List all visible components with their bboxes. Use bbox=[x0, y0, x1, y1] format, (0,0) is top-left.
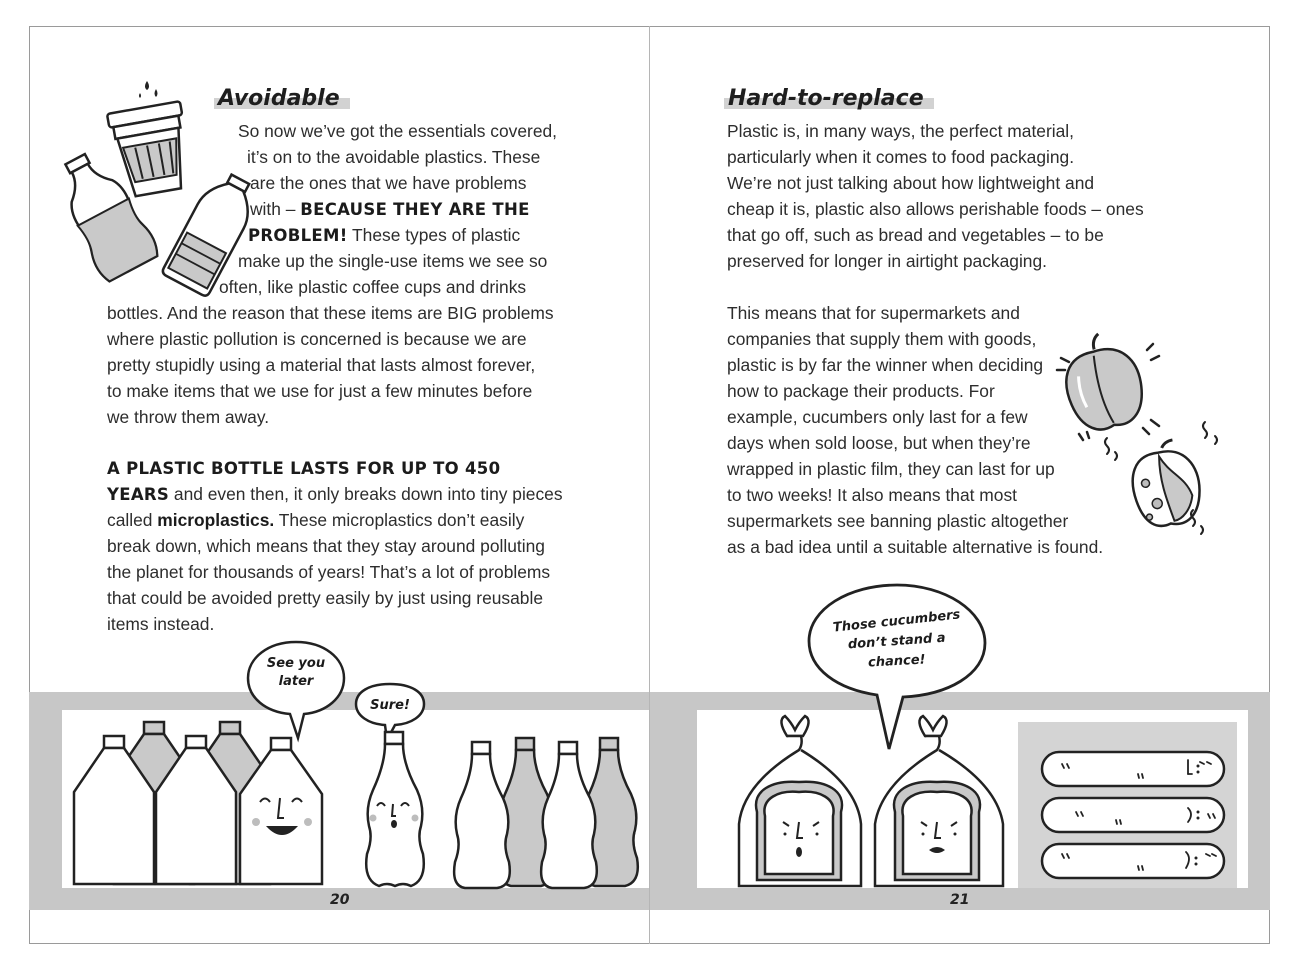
text-line: that could be avoided pretty easily by just using reusable bbox=[107, 588, 543, 608]
text-line: We’re not just talking about how lightweight and bbox=[727, 173, 1095, 193]
text-line: to make items that we use for just a few minutes before bbox=[107, 381, 533, 401]
bubble-text: Those cucumbers bbox=[832, 607, 962, 636]
bubble-text: Sure! bbox=[370, 698, 410, 713]
text-line: called microplastics. These microplastics don’t easily bbox=[107, 510, 525, 530]
page-number-right: 21 bbox=[950, 892, 970, 908]
text-line: it’s on to the avoidable plastics. These bbox=[247, 147, 541, 167]
page-number-left: 20 bbox=[330, 892, 350, 908]
text-line: how to package their products. For bbox=[727, 381, 995, 401]
text-line: So now we’ve got the essentials covered, bbox=[238, 121, 558, 141]
soda-bottles-illustration bbox=[355, 730, 650, 890]
text-line: we throw them away. bbox=[107, 407, 270, 427]
cucumbers-illustration bbox=[1040, 750, 1228, 885]
text-line: companies that supply them with goods, bbox=[727, 329, 1037, 349]
text-line: break down, which means that they stay around polluting bbox=[107, 536, 545, 556]
text-line: supermarkets see banning plastic altogether bbox=[727, 511, 1069, 531]
text-line: that go off, such as bread and vegetables – to be bbox=[727, 225, 1104, 245]
text-line: are the ones that we have problems bbox=[250, 173, 527, 193]
text-line bbox=[107, 455, 500, 482]
emphasis-caps: BECAUSE THEY ARE THE bbox=[300, 200, 530, 219]
bubble-text: chance! bbox=[867, 652, 926, 671]
text-line: cheap it is, plastic also allows perishable foods – ones bbox=[727, 199, 1144, 219]
text-line: preserved for longer in airtight packaging. bbox=[727, 251, 1047, 271]
text-line: pretty stupidly using a material that lasts almost forever, bbox=[107, 355, 536, 375]
bubble-text: See you bbox=[266, 656, 326, 671]
text-line: with – BECAUSE THEY ARE THE bbox=[250, 199, 530, 219]
text-line: plastic is by far the winner when deciding bbox=[727, 355, 1044, 375]
text-line: PROBLEM! These types of plastic bbox=[248, 225, 521, 245]
text-line: YEARS and even then, it only breaks down into tiny pieces bbox=[107, 484, 563, 504]
text-line: as a bad idea until a suitable alternative is found. bbox=[727, 537, 1104, 557]
bubble-text: don’t stand a bbox=[847, 630, 947, 653]
emphasis-caps: A PLASTIC BOTTLE LASTS FOR UP TO 450 bbox=[107, 459, 501, 478]
heading-hard-to-replace: Hard-to-replace bbox=[724, 86, 934, 111]
text-line: the planet for thousands of years! That’s a lot of problems bbox=[107, 562, 551, 582]
text-line: where plastic pollution is concerned is because we are bbox=[107, 329, 527, 349]
emphasis-caps: YEARS bbox=[107, 485, 170, 504]
emphasis-caps: PROBLEM! bbox=[248, 226, 348, 245]
text-line: make up the single-use items we see so bbox=[238, 251, 548, 271]
coffee-cup-and-bottles-illustration bbox=[55, 75, 245, 295]
text-line: to two weeks! It also means that most bbox=[727, 485, 1017, 505]
microplastics-term: microplastics. bbox=[157, 510, 275, 530]
text-line: wrapped in plastic film, they can last for up bbox=[727, 459, 1055, 479]
text-line: bottles. And the reason that these items are BIG problems bbox=[107, 303, 554, 323]
text-line: Plastic is, in many ways, the perfect material, bbox=[727, 121, 1074, 141]
bubble-text: later bbox=[278, 674, 314, 689]
text-line: often, like plastic coffee cups and drinks bbox=[219, 277, 527, 297]
bell-peppers-illustration bbox=[1055, 330, 1225, 545]
bread-bags-illustration bbox=[733, 714, 1011, 889]
text-line: This means that for supermarkets and bbox=[727, 303, 1020, 323]
text-line: days when sold loose, but when they’re bbox=[727, 433, 1031, 453]
text-line: particularly when it comes to food packaging. bbox=[727, 147, 1075, 167]
milk-bottles-illustration bbox=[70, 718, 340, 888]
text-line: items instead. bbox=[107, 614, 215, 634]
heading-avoidable: Avoidable bbox=[214, 86, 350, 111]
text-line: example, cucumbers only last for a few bbox=[727, 407, 1028, 427]
